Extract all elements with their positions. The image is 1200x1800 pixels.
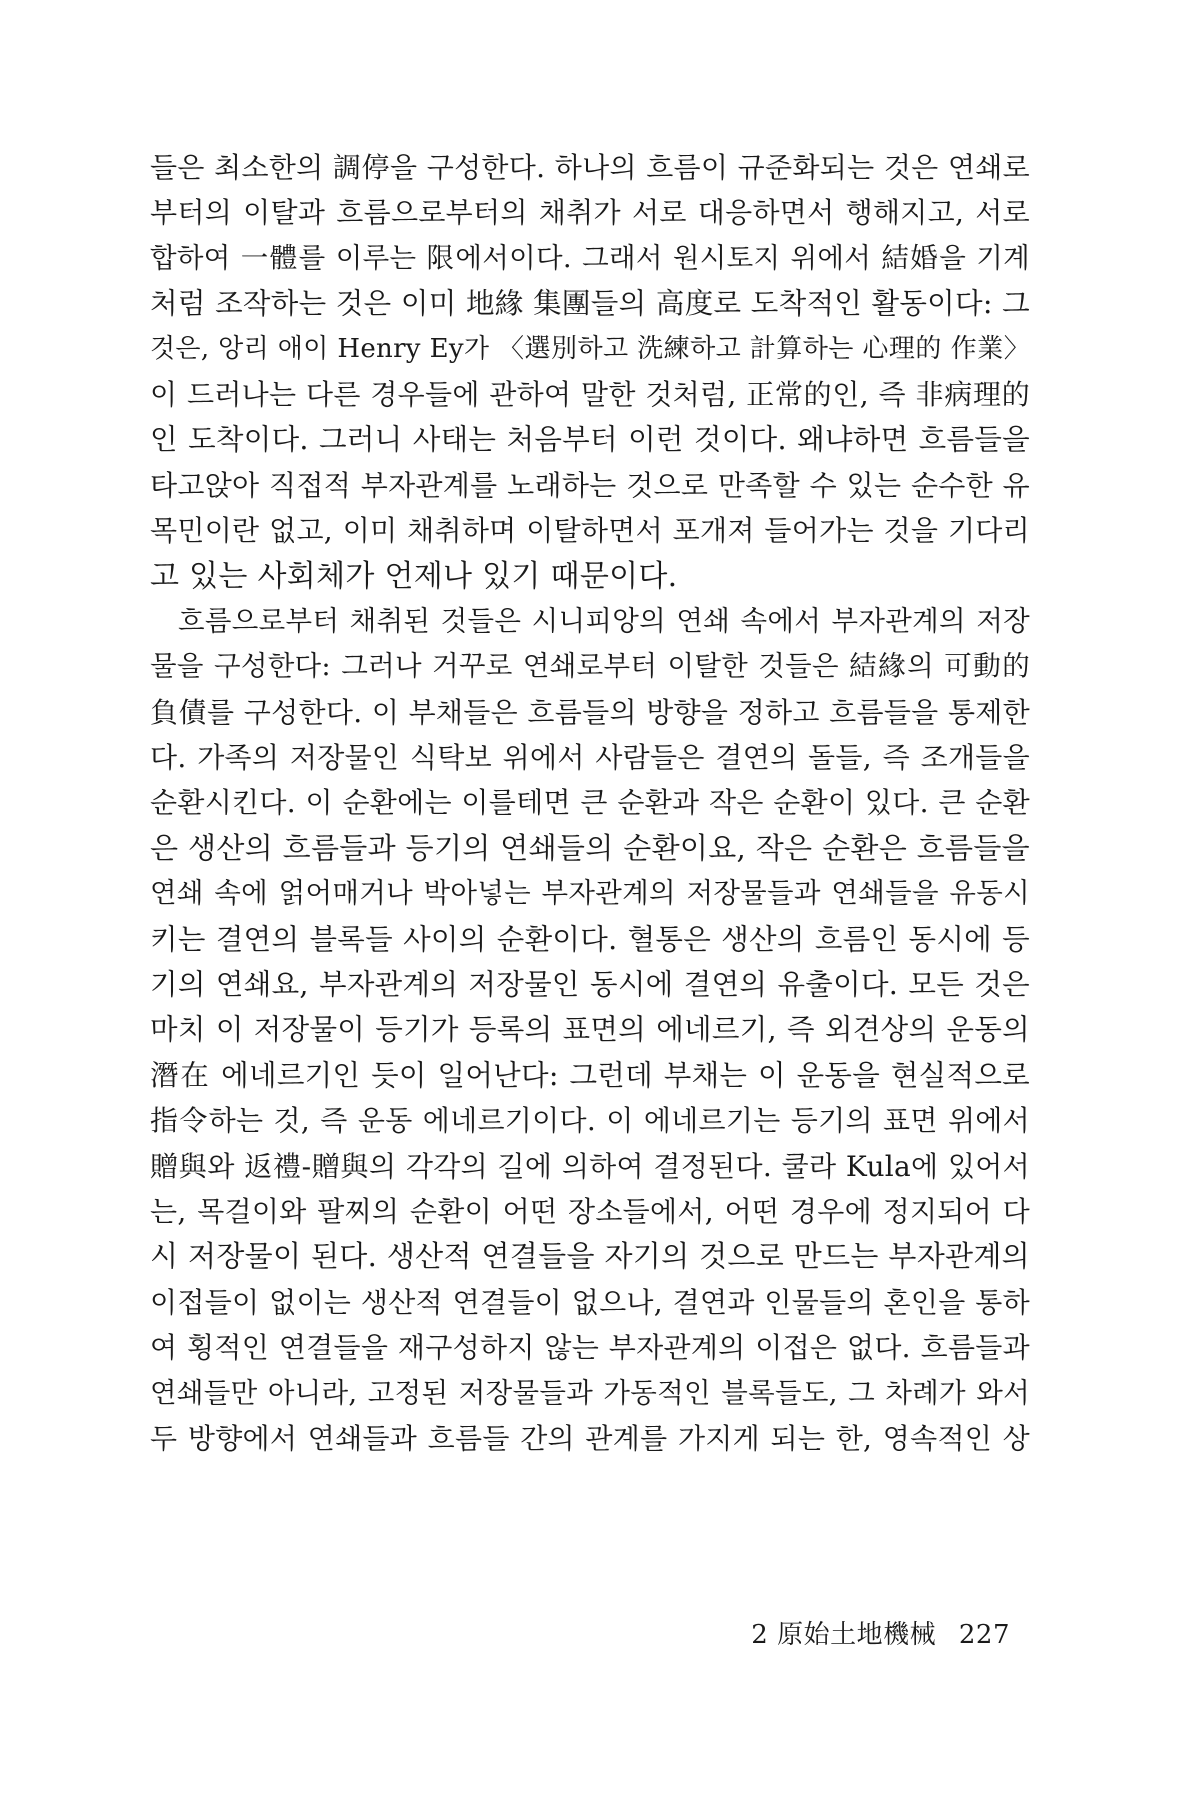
text-line: 기의 연쇄요, 부자관계의 저장물인 동시에 결연의 유출이다. 모든 것은 <box>150 968 1030 1002</box>
text-line: 다. 가족의 저장물인 식탁보 위에서 사람들은 결연의 돌들, 즉 조개들을 <box>150 741 1030 775</box>
running-chapter-title: 2 原始土地機械 <box>751 1620 937 1650</box>
text-line: 합하여 一體를 이루는 限에서이다. 그래서 원시토지 위에서 結婚을 기계 <box>150 241 1030 274</box>
text-line: 潛在 에네르기인 듯이 일어난다: 그런데 부채는 이 운동을 현실적으로 <box>150 1058 1030 1092</box>
text-line: 는, 목걸이와 팔찌의 순환이 어떤 장소들에서, 어떤 경우에 정지되어 다 <box>150 1194 1030 1228</box>
text-line: 시 저장물이 된다. 생산적 연결들을 자기의 것으로 만드는 부자관계의 <box>150 1239 1030 1274</box>
text-line: 인 도착이다. 그러니 사태는 처음부터 이런 것이다. 왜냐하면 흐름들을 <box>150 423 1030 457</box>
text-line: 여 횡적인 연결들을 재구성하지 않는 부자관계의 이접은 없다. 흐름들과 <box>150 1331 1030 1365</box>
text-line: 목민이란 없고, 이미 채취하며 이탈하면서 포개져 들어가는 것을 기다리 <box>150 514 1030 548</box>
text-line: 순환시킨다. 이 순환에는 이를테면 큰 순환과 작은 순환이 있다. 큰 순환 <box>150 786 1030 820</box>
text-line: 들은 최소한의 調停을 구성한다. 하나의 흐름이 규준화되는 것은 연쇄로 <box>150 151 1030 184</box>
text-line: 연쇄들만 아니라, 고정된 저장물들과 가동적인 블록들도, 그 차례가 와서 <box>150 1376 1030 1409</box>
text-line: 이 드러나는 다른 경우들에 관하여 말한 것처럼, 正常的인, 즉 非病理的 <box>150 377 1030 411</box>
text-line-paragraph-start: 흐름으로부터 채취된 것들은 시니피앙의 연쇄 속에서 부자관계의 저장 <box>178 604 1030 637</box>
text-line: 指令하는 것, 즉 운동 에네르기이다. 이 에네르기는 등기의 표면 위에서 <box>150 1104 1030 1138</box>
text-line: 키는 결연의 블록들 사이의 순환이다. 혈통은 생산의 흐름인 동시에 등 <box>150 922 1030 956</box>
page-footer <box>751 1618 1010 1652</box>
text-line: 것은, 앙리 애이 Henry Ey가 〈選別하고 洗練하고 計算하는 心理的 作業〉 <box>150 333 1030 364</box>
page-number: 227 <box>958 1620 1010 1650</box>
text-line: 처럼 조작하는 것은 이미 地緣 集團들의 高度로 도착적인 활동이다: 그 <box>150 287 1030 321</box>
text-line: 연쇄 속에 얽어매거나 박아넣는 부자관계의 저장물들과 연쇄들을 유동시 <box>150 877 1030 910</box>
text-line: 물을 구성한다: 그러나 거꾸로 연쇄로부터 이탈한 것들은 結緣의 可動的 <box>150 650 1030 683</box>
text-line: 부터의 이탈과 흐름으로부터의 채취가 서로 대응하면서 행해지고, 서로 <box>150 196 1030 230</box>
text-line-paragraph-end: 고 있는 사회체가 언제나 있기 때문이다. <box>150 558 678 594</box>
text-line: 두 방향에서 연쇄들과 흐름들 간의 관계를 가지게 되는 한, 영속적인 상 <box>150 1421 1030 1455</box>
text-line: 贈與와 返禮-贈與의 각각의 길에 의하여 결정된다. 쿨라 Kula에 있어서 <box>150 1149 1030 1183</box>
text-line: 마치 이 저장물이 등기가 등록의 표면의 에네르기, 즉 외견상의 운동의 <box>150 1013 1030 1047</box>
text-line: 타고앉아 직접적 부자관계를 노래하는 것으로 만족할 수 있는 순수한 유 <box>150 468 1030 502</box>
text-line: 負債를 구성한다. 이 부채들은 흐름들의 방향을 정하고 흐름들을 통제한 <box>150 695 1030 729</box>
body-text <box>150 145 1030 1461</box>
text-line: 이접들이 없이는 생산적 연결들이 없으나, 결연과 인물들의 혼인을 통하 <box>150 1285 1030 1319</box>
text-line: 은 생산의 흐름들과 등기의 연쇄들의 순환이요, 작은 순환은 흐름들을 <box>150 830 1030 865</box>
